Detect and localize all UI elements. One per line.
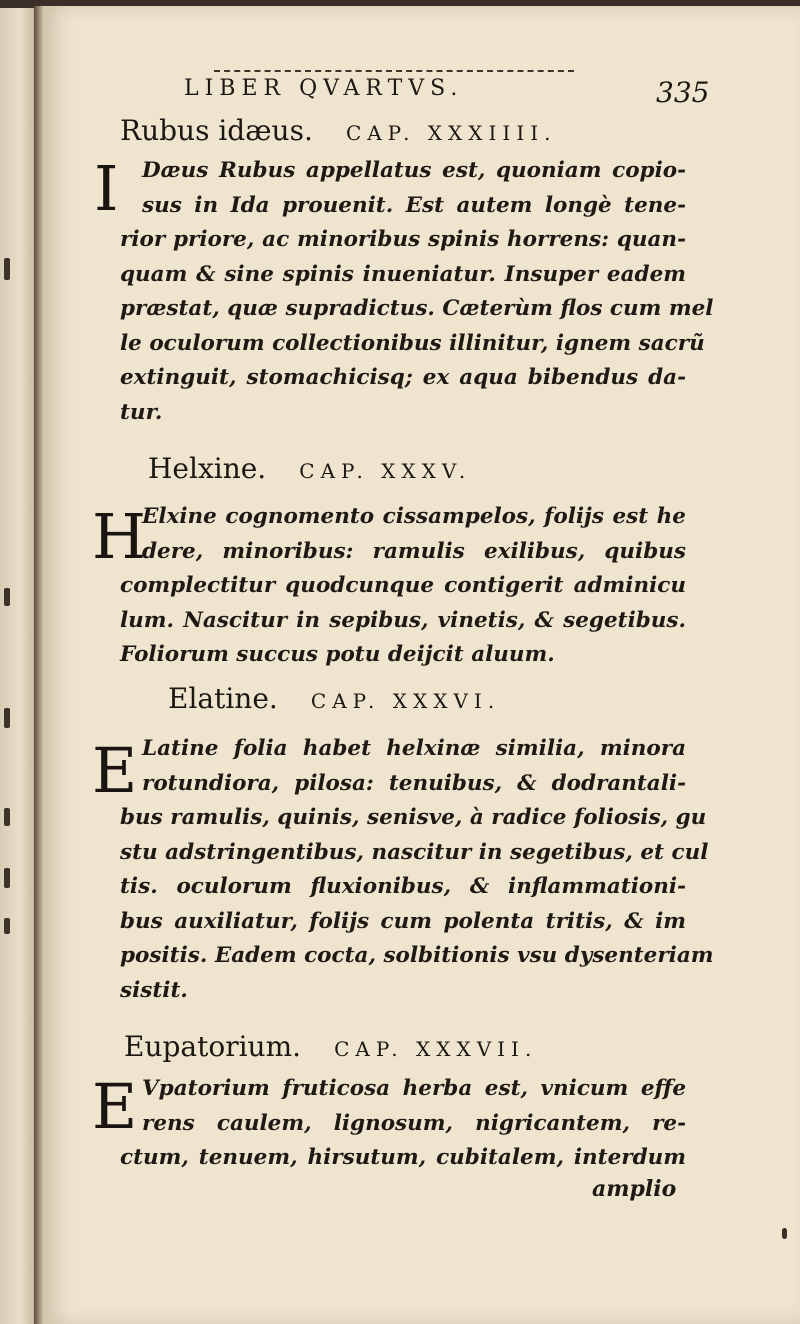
drop-initial: I [94,152,119,225]
text-line: Foliorum succus potu deijcit aluum. [120,642,555,667]
chapter-number: CAP. XXXVII. [334,1037,538,1061]
text-line: Dæus Rubus appellatus est, quoniam copio- [142,158,686,183]
ink-mark [4,868,10,888]
running-head-title: LIBER QVARTVS. [184,76,464,101]
text-line: quam & sine spinis inueniatur. Insuper eadem [120,261,686,287]
book-gutter [34,6,44,1324]
chapter-heading [124,1030,537,1063]
text-line: sus in Ida prouenit. Est autem longè tene- [142,192,686,218]
ink-mark [4,588,10,606]
chapter-heading [120,114,556,147]
ink-mark [4,708,10,728]
text-line: tur. [120,399,163,425]
text-line: Elxine cognomento cissampelos, folijs est he [142,504,686,529]
chapter-title: Eupatorium. [124,1030,302,1063]
page [44,6,800,1324]
text-line: ctum, tenuem, hirsutum, cubitalem, interdum [120,1145,686,1170]
chapter-heading [148,452,471,485]
text-line: complectitur quodcunque contigerit adminicu [120,573,686,598]
text-line: rens caulem, lignosum, nigricantem, re- [142,1110,686,1136]
text-line: lum. Nascitur in sepibus, vinetis, & segetibus. [120,607,686,633]
chapter-heading [168,682,500,715]
text-line: rotundiora, pilosa: tenuibus, & dodrantali- [142,770,686,796]
text-line: dere, minoribus: ramulis exilibus, quibus [142,538,686,564]
ink-mark [4,258,10,280]
folio-number: 335 [656,76,710,109]
chapter-text [120,732,714,1008]
chapter-title: Rubus idæus. [120,114,313,147]
drop-initial: E [92,734,138,807]
text-line: bus auxiliatur, folijs cum polenta tritis, & im [120,908,686,934]
chapter-number: CAP. XXXV. [299,459,472,483]
text-line: extinguit, stomachicisq; ex aqua bibendus da- [120,365,686,390]
text-line: Latine folia habet helxinæ similia, minora [142,736,686,761]
chapter-number: CAP. XXXVI. [310,689,501,713]
text-line: rior priore, ac minoribus spinis horrens: quan- [120,227,686,252]
ink-speck [782,1228,787,1239]
text-line: tis. oculorum fluxionibus, & inflammationi- [120,874,686,899]
ink-mark [4,918,10,934]
text-line: stu adstringentibus, nascitur in segetibus, et cul [120,839,709,865]
chapter-text [120,154,714,430]
chapter-text [120,500,686,673]
facing-page-edge [0,8,36,1324]
text-line: le oculorum collectionibus illinitur, ignem sacrũ [120,330,705,356]
drop-initial: E [92,1070,138,1143]
chapter-number: CAP. XXXIIII. [345,121,557,145]
text-line: positis. Eadem cocta, solbitionis vsu dysenteriam [120,943,714,968]
head-rule [214,70,574,72]
chapter-text [120,1072,686,1176]
ink-mark [4,808,10,826]
text-line: præstat, quæ supradictus. Cæterùm flos cum mel [120,296,714,321]
running-head [184,76,710,109]
chapter-title: Elatine. [168,682,278,715]
text-line: bus ramulis, quinis, senisve, à radice foliosis, gu [120,805,707,830]
chapter-title: Helxine. [148,452,267,485]
catchword: amplio [592,1176,677,1202]
text-line: sistit. [120,977,188,1003]
drop-initial: H [92,500,147,573]
text-line: Vpatorium fruticosa herba est, vnicum effe [142,1076,686,1101]
